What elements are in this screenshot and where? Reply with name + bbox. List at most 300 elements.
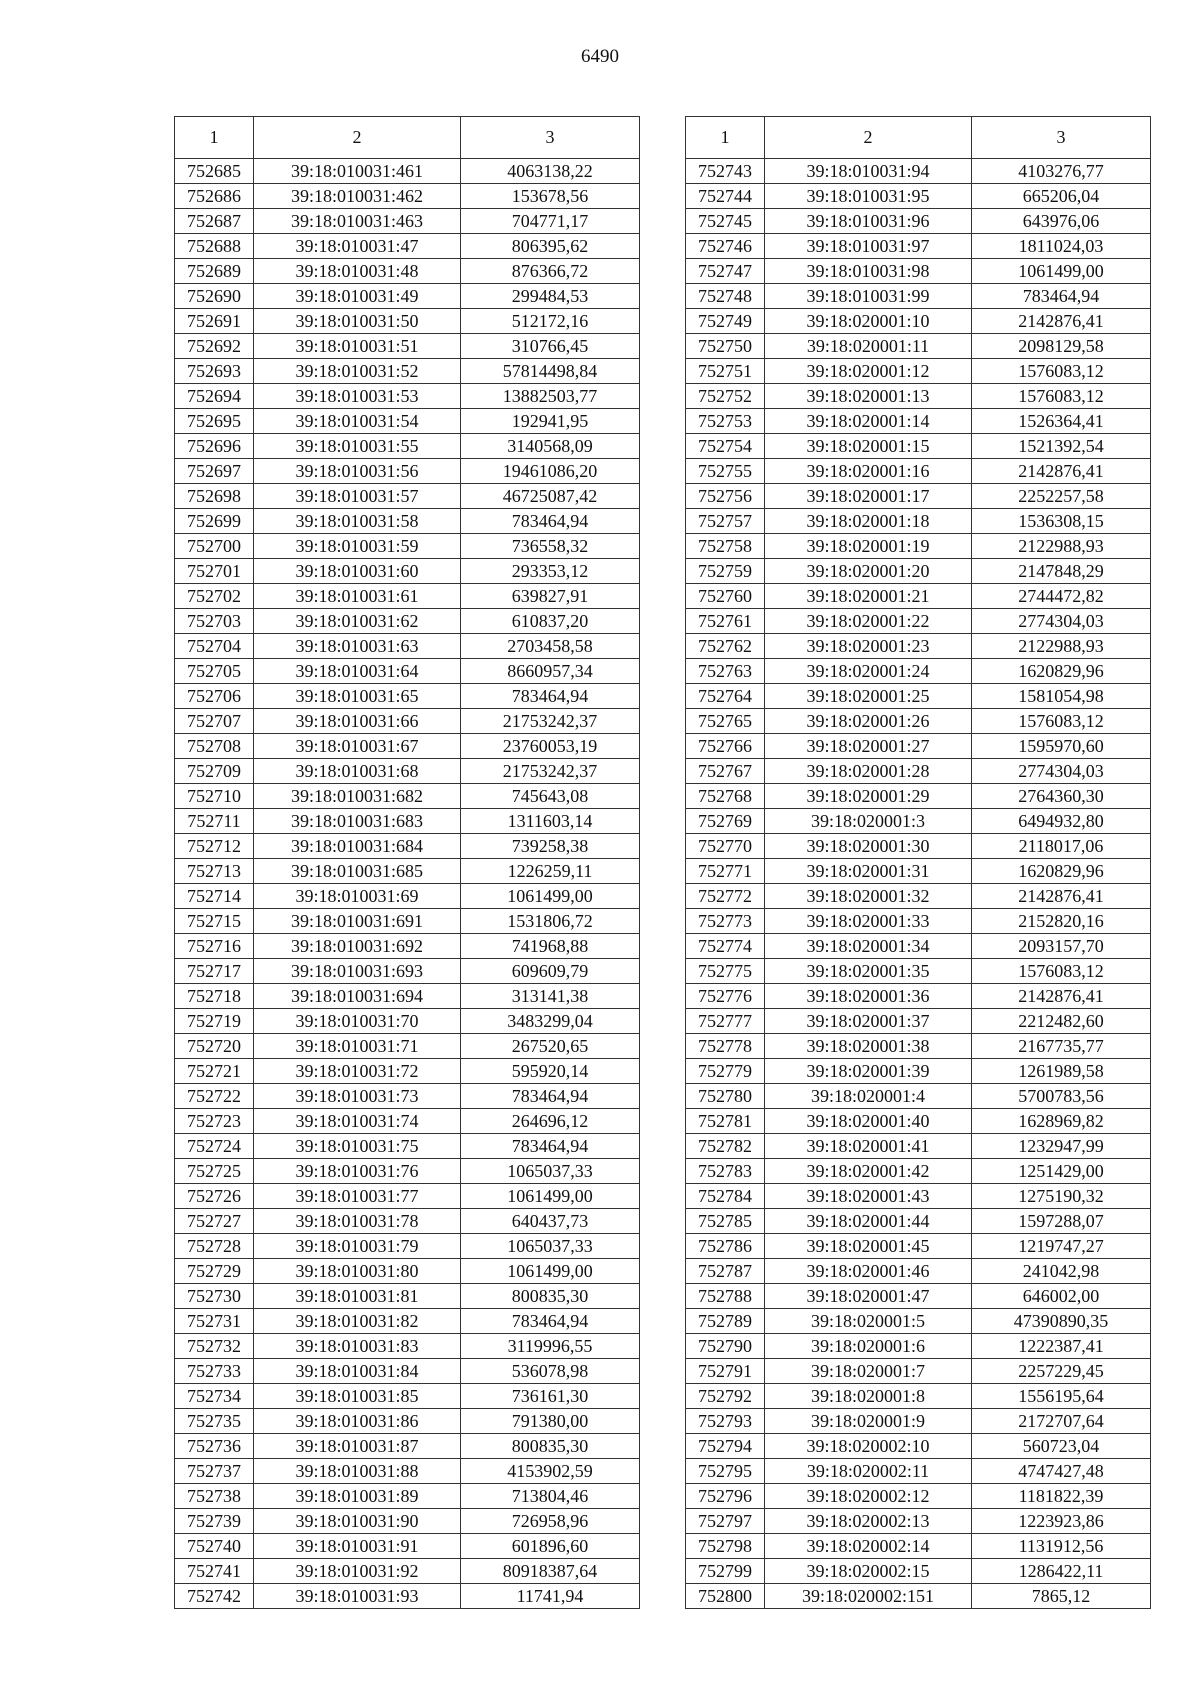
row-number-cell: 752710 <box>175 784 254 809</box>
cadastral-number-cell: 39:18:020001:46 <box>765 1259 972 1284</box>
row-number-cell: 752692 <box>175 334 254 359</box>
value-cell: 310766,45 <box>461 334 640 359</box>
table-row <box>686 1059 1151 1084</box>
value-cell: 1226259,11 <box>461 859 640 884</box>
value-cell: 1526364,41 <box>972 409 1151 434</box>
value-cell: 1251429,00 <box>972 1159 1151 1184</box>
row-number-cell: 752795 <box>686 1459 765 1484</box>
cadastral-number-cell: 39:18:020002:11 <box>765 1459 972 1484</box>
value-cell: 783464,94 <box>461 1084 640 1109</box>
value-cell: 1181822,39 <box>972 1484 1151 1509</box>
table-row <box>175 484 640 509</box>
value-cell: 3483299,04 <box>461 1009 640 1034</box>
table-row <box>175 284 640 309</box>
page-number: 6490 <box>581 46 619 67</box>
row-number-cell: 752793 <box>686 1409 765 1434</box>
cadastral-number-cell: 39:18:020001:9 <box>765 1409 972 1434</box>
column-header: 2 <box>254 117 461 159</box>
row-number-cell: 752755 <box>686 459 765 484</box>
column-header: 3 <box>972 117 1151 159</box>
table-row <box>686 984 1151 1009</box>
table-row <box>175 184 640 209</box>
cadastral-number-cell: 39:18:020001:28 <box>765 759 972 784</box>
cadastral-number-cell: 39:18:020001:14 <box>765 409 972 434</box>
row-number-cell: 752727 <box>175 1209 254 1234</box>
value-cell: 2142876,41 <box>972 984 1151 1009</box>
value-cell: 1595970,60 <box>972 734 1151 759</box>
row-number-cell: 752742 <box>175 1584 254 1609</box>
cadastral-number-cell: 39:18:020001:16 <box>765 459 972 484</box>
value-cell: 726958,96 <box>461 1509 640 1534</box>
table-row <box>686 834 1151 859</box>
value-cell: 241042,98 <box>972 1259 1151 1284</box>
table-row <box>175 909 640 934</box>
row-number-cell: 752769 <box>686 809 765 834</box>
row-number-cell: 752792 <box>686 1384 765 1409</box>
value-cell: 46725087,42 <box>461 484 640 509</box>
row-number-cell: 752791 <box>686 1359 765 1384</box>
table-row <box>686 1459 1151 1484</box>
cadastral-number-cell: 39:18:020001:19 <box>765 534 972 559</box>
row-number-cell: 752772 <box>686 884 765 909</box>
value-cell: 1581054,98 <box>972 684 1151 709</box>
cadastral-number-cell: 39:18:010031:47 <box>254 234 461 259</box>
row-number-cell: 752691 <box>175 309 254 334</box>
table-row <box>686 209 1151 234</box>
cadastral-number-cell: 39:18:010031:75 <box>254 1134 461 1159</box>
cadastral-number-cell: 39:18:010031:57 <box>254 484 461 509</box>
cadastral-number-cell: 39:18:010031:55 <box>254 434 461 459</box>
row-number-cell: 752799 <box>686 1559 765 1584</box>
row-number-cell: 752712 <box>175 834 254 859</box>
value-cell: 2152820,16 <box>972 909 1151 934</box>
row-number-cell: 752698 <box>175 484 254 509</box>
table-row <box>175 809 640 834</box>
table-row <box>175 409 640 434</box>
value-cell: 21753242,37 <box>461 709 640 734</box>
value-cell: 2774304,03 <box>972 759 1151 784</box>
row-number-cell: 752760 <box>686 584 765 609</box>
cadastral-number-cell: 39:18:020001:12 <box>765 359 972 384</box>
cadastral-number-cell: 39:18:020001:18 <box>765 509 972 534</box>
value-cell: 57814498,84 <box>461 359 640 384</box>
row-number-cell: 752744 <box>686 184 765 209</box>
table-row <box>175 309 640 334</box>
table-row <box>686 1034 1151 1059</box>
table-row <box>175 959 640 984</box>
row-number-cell: 752696 <box>175 434 254 459</box>
value-cell: 1628969,82 <box>972 1109 1151 1134</box>
table-row <box>686 1559 1151 1584</box>
cadastral-number-cell: 39:18:020001:31 <box>765 859 972 884</box>
cadastral-number-cell: 39:18:010031:85 <box>254 1384 461 1409</box>
cadastral-number-cell: 39:18:010031:78 <box>254 1209 461 1234</box>
cadastral-number-cell: 39:18:020001:17 <box>765 484 972 509</box>
cadastral-number-cell: 39:18:020001:43 <box>765 1184 972 1209</box>
value-cell: 1061499,00 <box>972 259 1151 284</box>
row-number-cell: 752776 <box>686 984 765 1009</box>
row-number-cell: 752764 <box>686 684 765 709</box>
value-cell: 1261989,58 <box>972 1059 1151 1084</box>
table-row <box>686 1159 1151 1184</box>
cadastral-number-cell: 39:18:020002:15 <box>765 1559 972 1584</box>
table-row <box>686 634 1151 659</box>
table-row <box>686 1484 1151 1509</box>
value-cell: 1065037,33 <box>461 1234 640 1259</box>
cadastral-number-cell: 39:18:010031:86 <box>254 1409 461 1434</box>
row-number-cell: 752749 <box>686 309 765 334</box>
cadastral-number-cell: 39:18:020001:26 <box>765 709 972 734</box>
cadastral-number-cell: 39:18:020001:29 <box>765 784 972 809</box>
row-number-cell: 752686 <box>175 184 254 209</box>
table-row <box>175 759 640 784</box>
row-number-cell: 752798 <box>686 1534 765 1559</box>
row-number-cell: 752689 <box>175 259 254 284</box>
table-row <box>686 609 1151 634</box>
table-row <box>686 1009 1151 1034</box>
value-cell: 783464,94 <box>461 1134 640 1159</box>
cadastral-number-cell: 39:18:020001:36 <box>765 984 972 1009</box>
value-cell: 800835,30 <box>461 1434 640 1459</box>
value-cell: 560723,04 <box>972 1434 1151 1459</box>
row-number-cell: 752704 <box>175 634 254 659</box>
row-number-cell: 752797 <box>686 1509 765 1534</box>
value-cell: 713804,46 <box>461 1484 640 1509</box>
table-row <box>175 1334 640 1359</box>
row-number-cell: 752702 <box>175 584 254 609</box>
value-cell: 646002,00 <box>972 1284 1151 1309</box>
table-row <box>175 709 640 734</box>
value-cell: 2142876,41 <box>972 459 1151 484</box>
value-cell: 2774304,03 <box>972 609 1151 634</box>
row-number-cell: 752708 <box>175 734 254 759</box>
table-row <box>686 1584 1151 1609</box>
row-number-cell: 752787 <box>686 1259 765 1284</box>
value-cell: 1620829,96 <box>972 859 1151 884</box>
row-number-cell: 752756 <box>686 484 765 509</box>
table-row <box>175 1484 640 1509</box>
table-row <box>686 1384 1151 1409</box>
table-row <box>175 1509 640 1534</box>
value-cell: 643976,06 <box>972 209 1151 234</box>
cadastral-number-cell: 39:18:010031:81 <box>254 1284 461 1309</box>
row-number-cell: 752714 <box>175 884 254 909</box>
table-row <box>175 384 640 409</box>
cadastral-number-cell: 39:18:010031:79 <box>254 1234 461 1259</box>
cadastral-number-cell: 39:18:010031:88 <box>254 1459 461 1484</box>
row-number-cell: 752747 <box>686 259 765 284</box>
table-row <box>175 859 640 884</box>
value-cell: 601896,60 <box>461 1534 640 1559</box>
value-cell: 1556195,64 <box>972 1384 1151 1409</box>
cadastral-number-cell: 39:18:010031:95 <box>765 184 972 209</box>
table-row <box>686 1434 1151 1459</box>
table-row <box>686 1259 1151 1284</box>
row-number-cell: 752746 <box>686 234 765 259</box>
row-number-cell: 752763 <box>686 659 765 684</box>
value-cell: 192941,95 <box>461 409 640 434</box>
row-number-cell: 752738 <box>175 1484 254 1509</box>
value-cell: 13882503,77 <box>461 384 640 409</box>
value-cell: 1061499,00 <box>461 1184 640 1209</box>
cadastral-number-cell: 39:18:010031:49 <box>254 284 461 309</box>
row-number-cell: 752758 <box>686 534 765 559</box>
value-cell: 704771,17 <box>461 209 640 234</box>
cadastral-number-cell: 39:18:010031:80 <box>254 1259 461 1284</box>
row-number-cell: 752770 <box>686 834 765 859</box>
cadastral-number-cell: 39:18:020001:45 <box>765 1234 972 1259</box>
value-cell: 5700783,56 <box>972 1084 1151 1109</box>
value-cell: 1222387,41 <box>972 1334 1151 1359</box>
column-header: 2 <box>765 117 972 159</box>
value-cell: 3119996,55 <box>461 1334 640 1359</box>
table-row <box>686 1134 1151 1159</box>
table-row <box>175 1209 640 1234</box>
value-cell: 4063138,22 <box>461 159 640 184</box>
cadastral-number-cell: 39:18:010031:61 <box>254 584 461 609</box>
value-cell: 264696,12 <box>461 1109 640 1134</box>
value-cell: 2703458,58 <box>461 634 640 659</box>
cadastral-number-cell: 39:18:010031:94 <box>765 159 972 184</box>
cadastral-number-cell: 39:18:010031:694 <box>254 984 461 1009</box>
cadastral-number-cell: 39:18:010031:48 <box>254 259 461 284</box>
value-cell: 736558,32 <box>461 534 640 559</box>
row-number-cell: 752706 <box>175 684 254 709</box>
value-cell: 11741,94 <box>461 1584 640 1609</box>
row-number-cell: 752773 <box>686 909 765 934</box>
cadastral-number-cell: 39:18:010031:99 <box>765 284 972 309</box>
value-cell: 2118017,06 <box>972 834 1151 859</box>
table-row <box>175 1009 640 1034</box>
cadastral-number-cell: 39:18:010031:90 <box>254 1509 461 1534</box>
row-number-cell: 752757 <box>686 509 765 534</box>
table-row <box>686 284 1151 309</box>
table-row <box>175 234 640 259</box>
row-number-cell: 752687 <box>175 209 254 234</box>
table-row <box>686 1109 1151 1134</box>
cadastral-number-cell: 39:18:020001:32 <box>765 884 972 909</box>
value-cell: 2252257,58 <box>972 484 1151 509</box>
value-cell: 1232947,99 <box>972 1134 1151 1159</box>
value-cell: 1576083,12 <box>972 384 1151 409</box>
data-table-right <box>685 116 1151 1609</box>
cadastral-number-cell: 39:18:020001:4 <box>765 1084 972 1109</box>
value-cell: 791380,00 <box>461 1409 640 1434</box>
value-cell: 1061499,00 <box>461 1259 640 1284</box>
row-number-cell: 752723 <box>175 1109 254 1134</box>
cadastral-number-cell: 39:18:010031:682 <box>254 784 461 809</box>
table-row <box>686 234 1151 259</box>
value-cell: 512172,16 <box>461 309 640 334</box>
table-row <box>175 684 640 709</box>
row-number-cell: 752736 <box>175 1434 254 1459</box>
row-number-cell: 752709 <box>175 759 254 784</box>
cadastral-number-cell: 39:18:020001:7 <box>765 1359 972 1384</box>
row-number-cell: 752796 <box>686 1484 765 1509</box>
row-number-cell: 752784 <box>686 1184 765 1209</box>
row-number-cell: 752759 <box>686 559 765 584</box>
cadastral-number-cell: 39:18:010031:692 <box>254 934 461 959</box>
row-number-cell: 752716 <box>175 934 254 959</box>
value-cell: 536078,98 <box>461 1359 640 1384</box>
row-number-cell: 752800 <box>686 1584 765 1609</box>
cadastral-number-cell: 39:18:020001:10 <box>765 309 972 334</box>
table-row <box>686 934 1151 959</box>
row-number-cell: 752762 <box>686 634 765 659</box>
value-cell: 595920,14 <box>461 1059 640 1084</box>
cadastral-number-cell: 39:18:020001:30 <box>765 834 972 859</box>
value-cell: 2172707,64 <box>972 1409 1151 1434</box>
row-number-cell: 752754 <box>686 434 765 459</box>
value-cell: 4153902,59 <box>461 1459 640 1484</box>
table-row <box>686 959 1151 984</box>
table-row <box>686 1309 1151 1334</box>
row-number-cell: 752761 <box>686 609 765 634</box>
cadastral-number-cell: 39:18:010031:462 <box>254 184 461 209</box>
table-row <box>686 434 1151 459</box>
cadastral-number-cell: 39:18:010031:53 <box>254 384 461 409</box>
row-number-cell: 752713 <box>175 859 254 884</box>
value-cell: 745643,08 <box>461 784 640 809</box>
table-row <box>686 459 1151 484</box>
table-row <box>686 1284 1151 1309</box>
row-number-cell: 752751 <box>686 359 765 384</box>
row-number-cell: 752732 <box>175 1334 254 1359</box>
value-cell: 806395,62 <box>461 234 640 259</box>
row-number-cell: 752705 <box>175 659 254 684</box>
cadastral-number-cell: 39:18:010031:463 <box>254 209 461 234</box>
cadastral-number-cell: 39:18:020001:22 <box>765 609 972 634</box>
value-cell: 1223923,86 <box>972 1509 1151 1534</box>
table-row <box>175 834 640 859</box>
cadastral-number-cell: 39:18:020001:40 <box>765 1109 972 1134</box>
value-cell: 1576083,12 <box>972 959 1151 984</box>
table-row <box>175 984 640 1009</box>
table-row <box>686 734 1151 759</box>
table-row <box>175 934 640 959</box>
value-cell: 800835,30 <box>461 1284 640 1309</box>
value-cell: 1531806,72 <box>461 909 640 934</box>
cadastral-number-cell: 39:18:020001:42 <box>765 1159 972 1184</box>
row-number-cell: 752688 <box>175 234 254 259</box>
row-number-cell: 752737 <box>175 1459 254 1484</box>
table-row <box>686 359 1151 384</box>
value-cell: 739258,38 <box>461 834 640 859</box>
cadastral-number-cell: 39:18:010031:69 <box>254 884 461 909</box>
value-cell: 1275190,32 <box>972 1184 1151 1209</box>
table-row <box>175 1159 640 1184</box>
cadastral-number-cell: 39:18:020001:37 <box>765 1009 972 1034</box>
table-row <box>686 559 1151 584</box>
cadastral-number-cell: 39:18:020001:3 <box>765 809 972 834</box>
value-cell: 4103276,77 <box>972 159 1151 184</box>
row-number-cell: 752697 <box>175 459 254 484</box>
row-number-cell: 752790 <box>686 1334 765 1359</box>
row-number-cell: 752717 <box>175 959 254 984</box>
cadastral-number-cell: 39:18:020001:44 <box>765 1209 972 1234</box>
row-number-cell: 752741 <box>175 1559 254 1584</box>
value-cell: 2764360,30 <box>972 784 1151 809</box>
row-number-cell: 752765 <box>686 709 765 734</box>
table-header-row <box>175 117 640 159</box>
row-number-cell: 752685 <box>175 159 254 184</box>
row-number-cell: 752725 <box>175 1159 254 1184</box>
value-cell: 783464,94 <box>461 1309 640 1334</box>
cadastral-number-cell: 39:18:020002:10 <box>765 1434 972 1459</box>
row-number-cell: 752695 <box>175 409 254 434</box>
cadastral-number-cell: 39:18:010031:96 <box>765 209 972 234</box>
cadastral-number-cell: 39:18:010031:65 <box>254 684 461 709</box>
table-row <box>175 659 640 684</box>
cadastral-number-cell: 39:18:010031:71 <box>254 1034 461 1059</box>
row-number-cell: 752768 <box>686 784 765 809</box>
cadastral-number-cell: 39:18:020001:13 <box>765 384 972 409</box>
table-row <box>686 1409 1151 1434</box>
value-cell: 609609,79 <box>461 959 640 984</box>
cadastral-number-cell: 39:18:010031:70 <box>254 1009 461 1034</box>
cadastral-number-cell: 39:18:020001:41 <box>765 1134 972 1159</box>
table-row <box>175 1384 640 1409</box>
row-number-cell: 752748 <box>686 284 765 309</box>
value-cell: 267520,65 <box>461 1034 640 1059</box>
value-cell: 3140568,09 <box>461 434 640 459</box>
table-row <box>175 634 640 659</box>
table-row <box>686 1209 1151 1234</box>
value-cell: 1311603,14 <box>461 809 640 834</box>
row-number-cell: 752752 <box>686 384 765 409</box>
table-row <box>175 1259 640 1284</box>
row-number-cell: 752724 <box>175 1134 254 1159</box>
row-number-cell: 752733 <box>175 1359 254 1384</box>
cadastral-number-cell: 39:18:010031:63 <box>254 634 461 659</box>
cadastral-number-cell: 39:18:010031:52 <box>254 359 461 384</box>
cadastral-number-cell: 39:18:010031:97 <box>765 234 972 259</box>
table-row <box>686 709 1151 734</box>
value-cell: 2093157,70 <box>972 934 1151 959</box>
table-row <box>175 1109 640 1134</box>
row-number-cell: 752781 <box>686 1109 765 1134</box>
row-number-cell: 752718 <box>175 984 254 1009</box>
value-cell: 1576083,12 <box>972 709 1151 734</box>
value-cell: 1131912,56 <box>972 1534 1151 1559</box>
row-number-cell: 752721 <box>175 1059 254 1084</box>
cadastral-number-cell: 39:18:010031:56 <box>254 459 461 484</box>
table-row <box>686 659 1151 684</box>
row-number-cell: 752743 <box>686 159 765 184</box>
value-cell: 2142876,41 <box>972 309 1151 334</box>
cadastral-number-cell: 39:18:010031:89 <box>254 1484 461 1509</box>
value-cell: 639827,91 <box>461 584 640 609</box>
cadastral-number-cell: 39:18:010031:58 <box>254 509 461 534</box>
value-cell: 1620829,96 <box>972 659 1151 684</box>
table-row <box>175 1409 640 1434</box>
table-row <box>686 159 1151 184</box>
value-cell: 1576083,12 <box>972 359 1151 384</box>
row-number-cell: 752794 <box>686 1434 765 1459</box>
table-row <box>686 784 1151 809</box>
value-cell: 783464,94 <box>972 284 1151 309</box>
table-row <box>686 859 1151 884</box>
row-number-cell: 752707 <box>175 709 254 734</box>
table-row <box>175 1434 640 1459</box>
value-cell: 47390890,35 <box>972 1309 1151 1334</box>
cadastral-number-cell: 39:18:020001:47 <box>765 1284 972 1309</box>
value-cell: 1061499,00 <box>461 884 640 909</box>
value-cell: 741968,88 <box>461 934 640 959</box>
table-row <box>175 1234 640 1259</box>
table-row <box>175 1134 640 1159</box>
row-number-cell: 752699 <box>175 509 254 534</box>
